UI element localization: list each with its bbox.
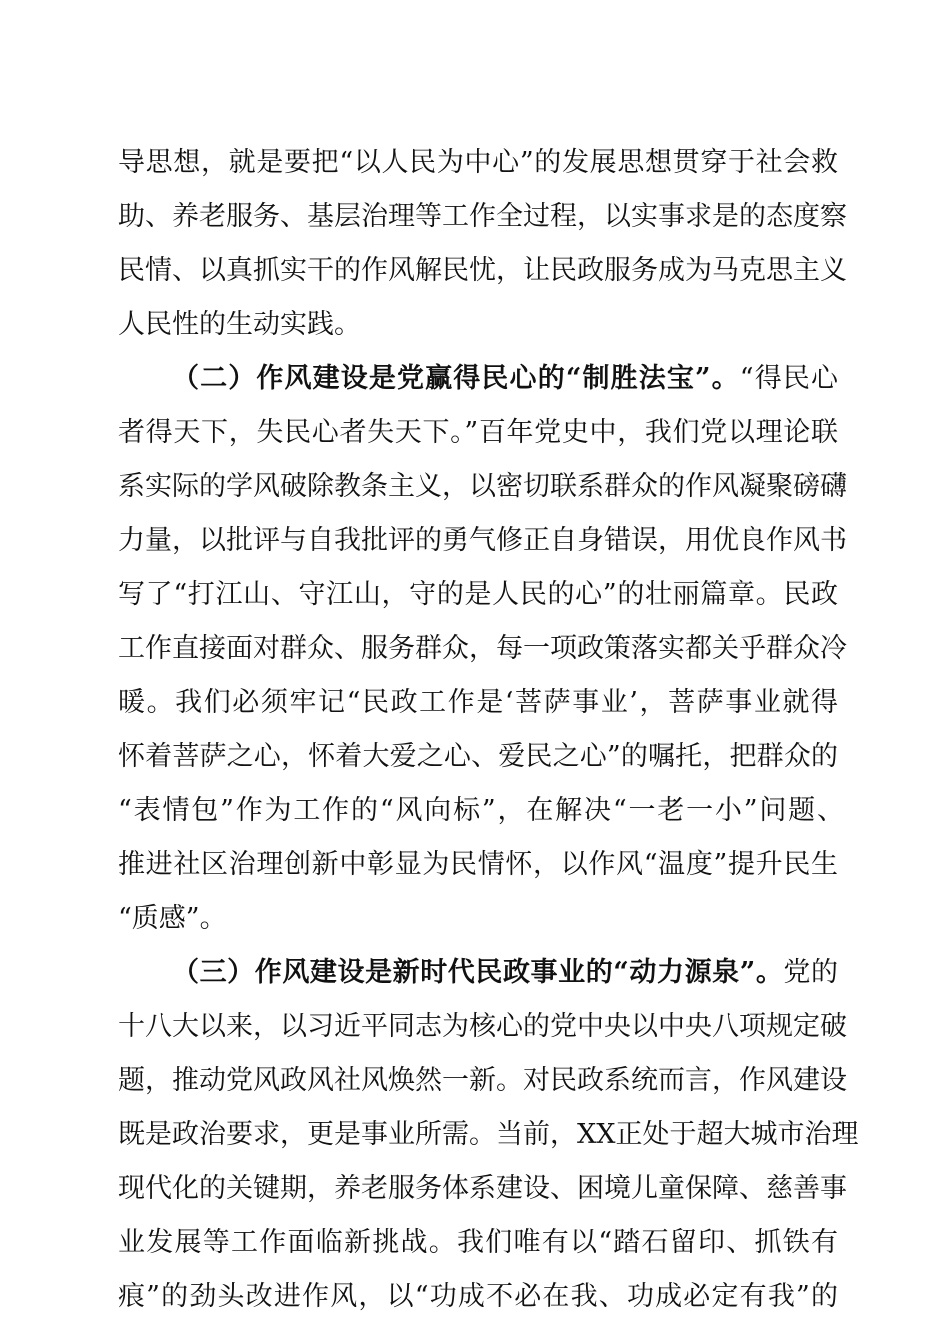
section-heading-2: （二）作风建设是党赢得民心的“制胜法宝”。	[172, 363, 740, 394]
paragraph-3-line-2: 十八大以来，以习近平同志为核心的党中央以中央八项规定破	[118, 1011, 847, 1042]
paragraph-2-line-11: “质感”。	[118, 903, 227, 934]
paragraph-2-line-7: 暖。我们必须牢记“民政工作是‘菩萨事业’，菩萨事业就得	[118, 687, 838, 718]
paragraph-2-line-8: 怀着菩萨之心，怀着大爱之心、爱民之心”的嘱托，把群众的	[118, 741, 838, 772]
paragraph-3-line-5: 现代化的关键期，养老服务体系建设、困境儿童保障、慈善事	[118, 1173, 847, 1204]
paragraph-2-line-4: 力量，以批评与自我批评的勇气修正自身错误，用优良作风书	[118, 525, 847, 556]
paragraph-3-line-4: 既是政治要求，更是事业所需。当前，XX正处于超大城市治理	[118, 1119, 859, 1150]
paragraph-1-line-4: 人民性的生动实践。	[118, 309, 361, 340]
paragraph-3-line-3: 题，推动党风政风社风焕然一新。对民政系统而言，作风建设	[118, 1065, 847, 1096]
paragraph-2-line-5: 写了“打江山、守江山，守的是人民的心”的壮丽篇章。民政	[118, 579, 838, 610]
paragraph-3-line-7: 痕”的劲头改进作风，以“功成不必在我、功成必定有我”的	[118, 1281, 838, 1312]
paragraph-2-line-10: 推进社区治理创新中彰显为民情怀，以作风“温度”提升民生	[118, 849, 838, 880]
paragraph-2-line-3: 系实际的学风破除教条主义，以密切联系群众的作风凝聚磅礴	[118, 471, 847, 502]
paragraph-2-first-line	[172, 357, 838, 401]
paragraph-1-line-1: 导思想，就是要把“以人民为中心”的发展思想贯穿于社会救	[118, 147, 838, 178]
paragraph-2-line-6: 工作直接面对群众、服务群众，每一项政策落实都关乎群众冷	[118, 633, 847, 664]
paragraph-3-line-1: 党的	[783, 957, 839, 988]
paragraph-2-line-9: “表情包”作为工作的“风向标”，在解决“一老一小”问题、	[118, 795, 844, 826]
paragraph-2-line-1: “得民心	[739, 363, 838, 394]
section-heading-3: （三）作风建设是新时代民政事业的“动力源泉”。	[172, 957, 784, 988]
paragraph-1-line-3: 民情、以真抓实干的作风解民忧，让民政服务成为马克思主义	[118, 255, 847, 286]
paragraph-1-line-2: 助、养老服务、基层治理等工作全过程，以实事求是的态度察	[118, 201, 847, 232]
paragraph-2-line-2: 者得天下，失民心者失天下。”百年党史中，我们党以理论联	[118, 417, 838, 448]
paragraph-3-line-6: 业发展等工作面临新挑战。我们唯有以“踏石留印、抓铁有	[118, 1227, 838, 1258]
paragraph-3-first-line	[172, 951, 838, 995]
